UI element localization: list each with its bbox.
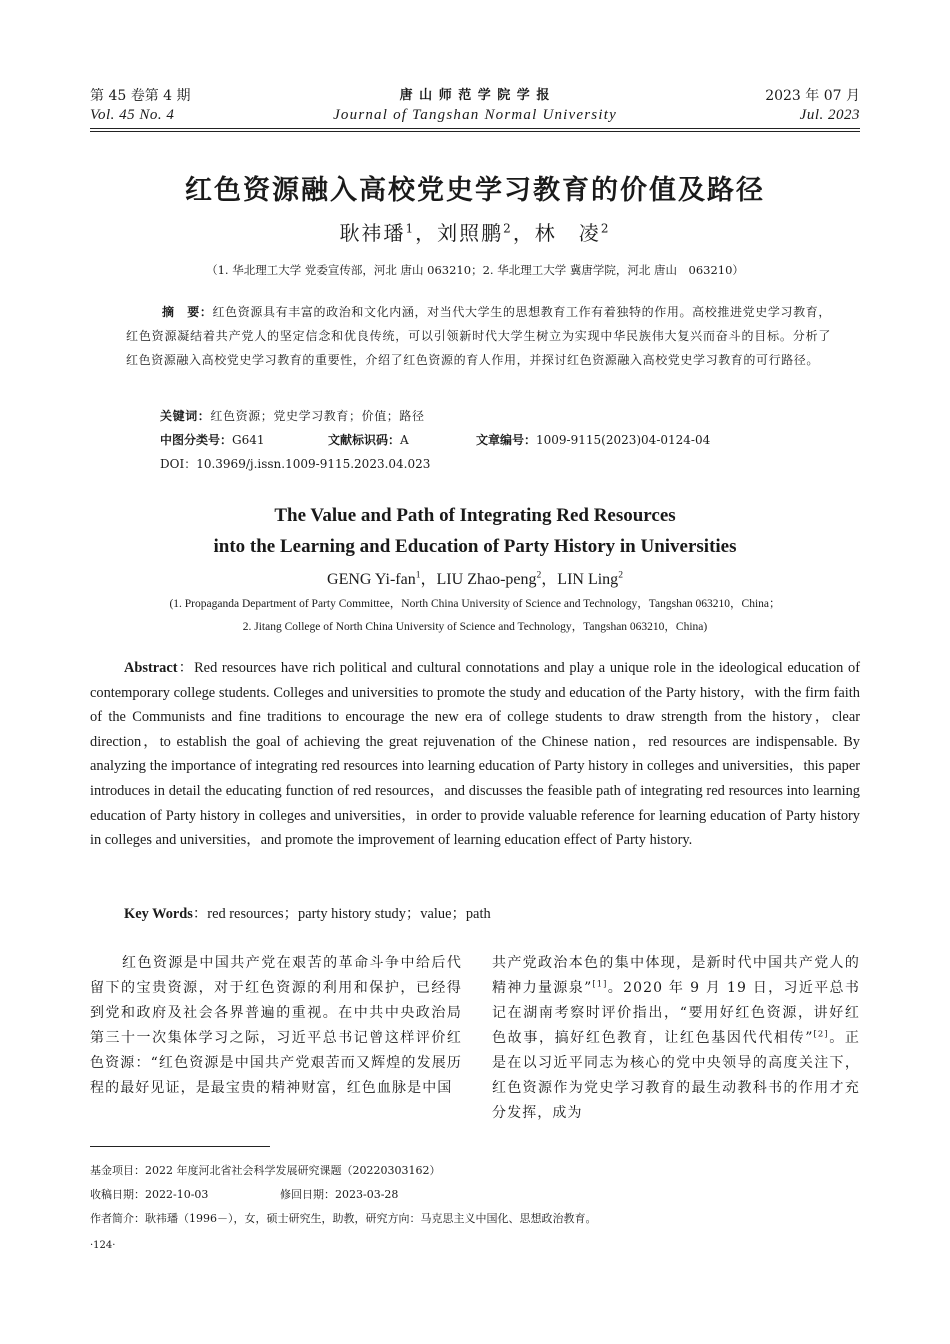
- doc-code: [328, 428, 409, 452]
- body-column-right: [492, 951, 860, 1126]
- author-bio: 作者简介：耿祎璠（1996－），女，硕士研究生，助教，研究方向：马克思主义中国化、思想政治教育。: [90, 1212, 597, 1225]
- footnote-rule: [90, 1146, 270, 1147]
- keywords-en-text: ：red resources；party history study；value；path: [192, 906, 491, 922]
- keywords-cn-text: 红色资源；党史学习教育；价值；路径: [210, 409, 425, 423]
- header-rule-thin: [90, 131, 860, 132]
- affiliation-en-line2: 2. Jitang College of North China University of Science and Technology，Tangshan 063210，China): [242, 621, 708, 633]
- article-number: [476, 428, 710, 452]
- doc-label: 文献标识码：: [328, 433, 401, 447]
- author-1-affil: 1: [405, 221, 416, 236]
- author-2: ，刘照鹏: [415, 221, 504, 245]
- abstract-cn: [126, 300, 831, 372]
- citation-ref-2[interactable]: [2]: [813, 1028, 829, 1039]
- keywords-cn-label: 关键词：: [160, 409, 211, 423]
- revised-date: 修回日期：2023-03-28: [280, 1188, 399, 1201]
- journal-name-en: Journal of Tangshan Normal University: [333, 107, 617, 123]
- body-right-part3: 。正是在以习近平同志为核心的党中央领导的高度关注下，红色资源作为党史学习教育的最生动教科书的作用才充分发挥，成为: [492, 1030, 860, 1121]
- article-number-value: 1009-9115(2023)04-0124-04: [536, 433, 711, 447]
- publication-date-en: Jul. 2023: [799, 107, 860, 123]
- abstract-cn-text: 红色资源具有丰富的政治和文化内涵，对当代大学生的思想教育工作有着独特的作用。高校推进党史学习教育，红色资源凝结着共产党人的坚定信念和优良传统，可以引领新时代大学生树立为实现中华民族伟大复兴而奋斗的目标。分析了红色资源融入高校党史学习教育的重要性，介绍了红色资源的育人作用，并探讨红色资源融入高校党史学习教育的可行路径。: [126, 305, 832, 367]
- author-3: ，林 凌: [512, 221, 601, 245]
- received-date: 收稿日期：2022-10-03: [90, 1188, 209, 1201]
- abstract-en-label: Abstract: [124, 660, 178, 676]
- body-column-left: 红色资源是中国共产党在艰苦的革命斗争中给后代留下的宝贵资源，对于红色资源的利用和保护，已经得到党和政府及社会各界普遍的重视。在中共中央政治局第三十一次集体学习之际，习近平总书记曾这样评价红色资源：“红色资源是中国共产党艰苦而又辉煌的发展历程的最好见证，是最宝贵的精神财富，红色血脉是中国: [90, 955, 462, 1096]
- author-2-affil: 2: [503, 221, 513, 236]
- doi: DOI：10.3969/j.issn.1009-9115.2023.04.023: [160, 457, 431, 471]
- journal-name: 唐 山 师 范 学 院 学 报: [399, 88, 551, 103]
- article-number-label: 文章编号：: [476, 433, 537, 447]
- clc-label: 中图分类号：: [160, 433, 233, 447]
- journal-volume-issue: 第 45 卷第 4 期: [90, 88, 191, 104]
- article-title-en-line2: into the Learning and Education of Party History in Universities: [213, 536, 737, 557]
- citation-ref-1[interactable]: [1]: [592, 978, 608, 989]
- article-title-en-line1: The Value and Path of Integrating Red Resources: [274, 505, 676, 526]
- authors-en: [0, 566, 950, 589]
- author-1-en-affil: 1: [415, 569, 421, 581]
- author-3-en-affil: 2: [618, 569, 623, 581]
- header-rule: [90, 128, 860, 129]
- author-2-en-affil: 2: [536, 569, 542, 581]
- affiliation-cn: （1. 华北理工大学 党委宣传部，河北 唐山 063210；2. 华北理工大学 冀唐学院，河北 唐山 063210）: [206, 263, 744, 277]
- authors-cn: [0, 217, 950, 246]
- doc-value: A: [400, 433, 409, 447]
- keywords-en-label: Key Words: [124, 906, 193, 922]
- abstract-en-text: ：Red resources have rich political and cultural connotations and play a unique role in the ideological education of contemporary college students. Colleges and universities to promote the study and education of the Party history，with the firm faith of the Communists and fine traditions to encourage the new era of college students to draw strength from the history，clear direction，to establish the goal of achieving the great rejuvenation of the Chinese nation，red resources are indispensable. By analyzing the importance of integrating red resources into learning education of Party history in colleges and universities，this paper introduces in detail the educating function of red resources，and discusses the feasible path of integrating red resources into learning education of Party history in colleges and universities，in order to provide valuable reference for learning education of Party history in colleges and universities，and promote the improvement of learning education effect of Party history.: [90, 660, 860, 849]
- body-right-part2: 。2020 年 9 月 19 日，习近平总书记在湖南考察时评价指出，“要用好红色资源，讲好红色故事，搞好红色教育，让红色基因代代相传”: [492, 980, 860, 1046]
- keywords-en: [124, 902, 491, 926]
- author-3-affil: 2: [600, 221, 611, 236]
- keywords-cn: [160, 404, 840, 428]
- publication-date: 2023 年 07 月: [765, 88, 860, 104]
- funding-note: 基金项目：2022 年度河北省社会科学发展研究课题（20220303162）: [90, 1164, 441, 1177]
- abstract-cn-label: 摘 要：: [162, 305, 213, 319]
- author-1-en: GENG Yi-fan: [327, 571, 416, 588]
- author-3-en: ，LIN Ling: [541, 571, 619, 588]
- author-2-en: ，LIU Zhao-peng: [420, 571, 537, 588]
- author-1: 耿祎璠: [339, 221, 406, 245]
- page-number: ·124·: [90, 1240, 116, 1251]
- clc-value: G641: [232, 433, 265, 447]
- article-title-cn: 红色资源融入高校党史学习教育的价值及路径: [185, 175, 765, 206]
- clc-number: [160, 428, 265, 452]
- journal-volume-issue-en: Vol. 45 No. 4: [90, 107, 175, 123]
- affiliation-en-line1: (1. Propaganda Department of Party Committee，North China University of Science and Technology，Tangshan 063210，China；: [169, 598, 781, 610]
- body-right-part1: 共产党政治本色的集中体现，是新时代中国共产党人的精神力量源泉”: [492, 955, 860, 996]
- abstract-en: [90, 656, 860, 853]
